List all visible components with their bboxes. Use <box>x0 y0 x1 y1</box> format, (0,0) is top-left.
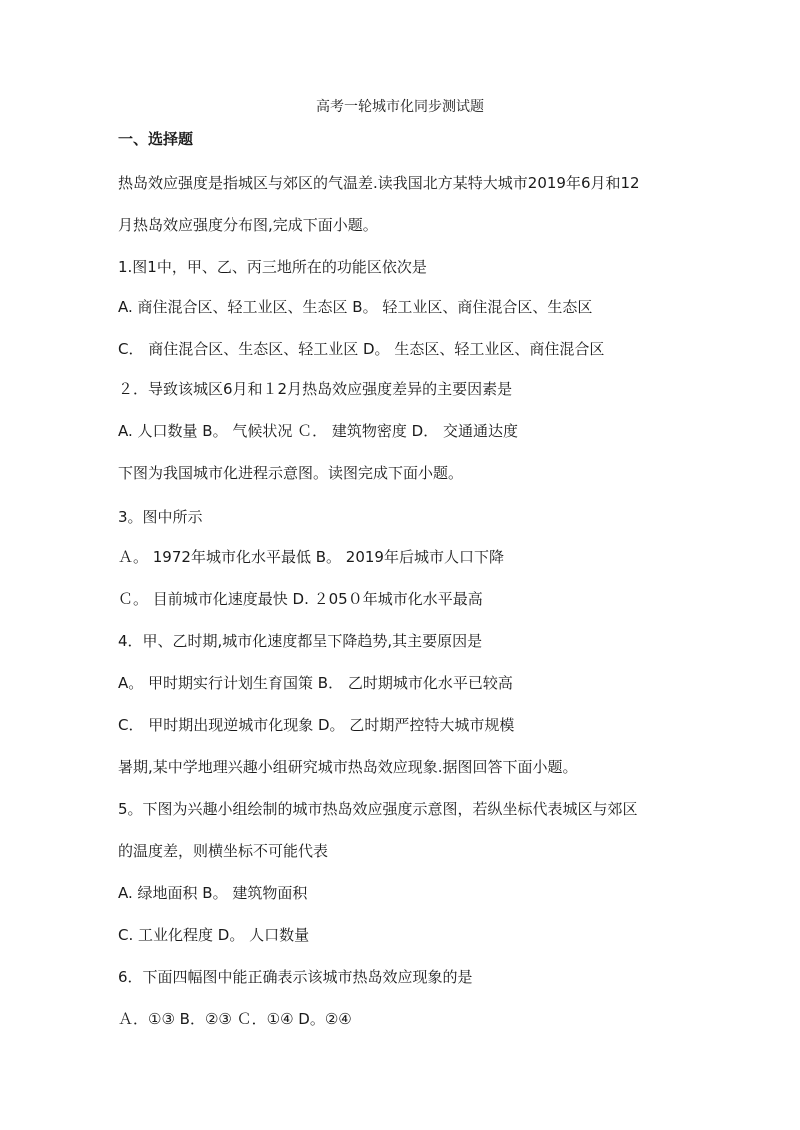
question-option: Ａ。 1972年城市化水平最低 B。 2019年后城市人口下降 <box>118 548 504 566</box>
text-line: 下图为我国城市化进程示意图。读图完成下面小题。 <box>118 464 464 482</box>
text-line: 热岛效应强度是指城区与郊区的气温差.读我国北方某特大城市2019年6月和12 <box>118 174 640 192</box>
question-4: 4．甲、乙时期,城市化速度都呈下降趋势,其主要原因是 <box>118 632 483 650</box>
question-option: A. 人口数量 B。 气候状况 Ｃ． 建筑物密度 D． 交通通达度 <box>118 422 518 440</box>
text-line: 月热岛效应强度分布图,完成下面小题。 <box>118 216 378 234</box>
question-6: 6．下面四幅图中能正确表示该城市热岛效应现象的是 <box>118 968 473 986</box>
question-3: 3。图中所示 <box>118 508 203 526</box>
question-option: C． 商住混合区、生态区、轻工业区 D。 生态区、轻工业区、商住混合区 <box>118 340 605 358</box>
question-option: Ｃ。 目前城市化速度最快 D. ２05０年城市化水平最高 <box>118 590 483 608</box>
section-heading: 一、选择题 <box>118 130 194 148</box>
question-option: A. 商住混合区、轻工业区、生态区 B。 轻工业区、商住混合区、生态区 <box>118 298 593 316</box>
question-option: A. 绿地面积 B。 建筑物面积 <box>118 884 308 902</box>
question-option: Ａ．①③ B．②③ Ｃ．①④ D。②④ <box>118 1010 352 1028</box>
question-option: C. 工业化程度 D。 人口数量 <box>118 926 310 944</box>
question-option: C． 甲时期出现逆城市化现象 D。 乙时期严控特大城市规模 <box>118 716 515 734</box>
document-title: 高考一轮城市化同步测试题 <box>316 99 484 115</box>
text-line: 的温度差，则横坐标不可能代表 <box>118 842 329 860</box>
question-2: ２．导致该城区6月和１2月热岛效应强度差异的主要因素是 <box>118 380 513 398</box>
text-line: 暑期,某中学地理兴趣小组研究城市热岛效应现象.据图回答下面小题。 <box>118 758 578 776</box>
question-option: A。 甲时期实行计划生育国策 B． 乙时期城市化水平已较高 <box>118 674 513 692</box>
question-5: 5。下图为兴趣小组绘制的城市热岛效应强度示意图，若纵坐标代表城区与郊区 <box>118 800 638 818</box>
question-1: 1.图1中，甲、乙、丙三地所在的功能区依次是 <box>118 258 427 276</box>
